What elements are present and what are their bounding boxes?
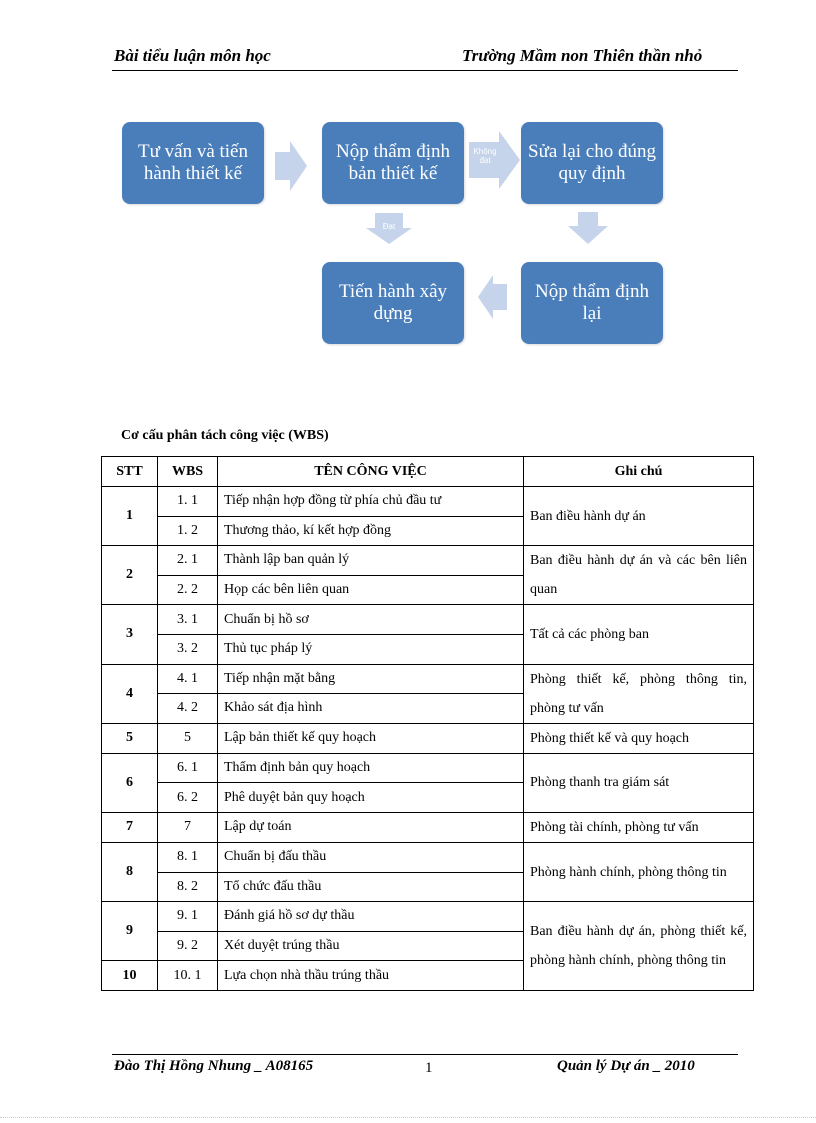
stt-cell: 2 [102,546,158,605]
task-cell: Lập bản thiết kế quy hoạch [218,723,524,753]
task-cell: Thủ tục pháp lý [218,634,524,664]
task-cell: Phê duyệt bản quy hoạch [218,783,524,813]
note-cell: Phòng thiết kế, phòng thông tin, phòng tư vấn [524,664,754,723]
wbs-table [101,456,754,991]
stt-cell: 4 [102,664,158,723]
wbs-code-cell: 1. 1 [158,487,218,517]
task-cell: Họp các bên liên quan [218,575,524,605]
table-row [102,902,754,932]
flow-box-submit-appraisal: Nộp thẩm định bản thiết kế [322,122,464,204]
task-cell: Thẩm định bản quy hoạch [218,753,524,783]
arrow-label-pass: Đạt [382,222,396,231]
wbs-code-cell: 8. 1 [158,842,218,872]
task-cell: Tiếp nhận mặt bằng [218,664,524,694]
header-course-title: Bài tiểu luận môn học [114,46,271,65]
note-cell: Phòng thiết kế và quy hoạch [524,723,754,753]
footer-divider [112,1054,738,1055]
page-number: 1 [425,1060,433,1076]
task-cell: Tiếp nhận hợp đồng từ phía chủ đầu tư [218,487,524,517]
stt-cell: 3 [102,605,158,664]
header-wbs: WBS [158,457,218,487]
wbs-code-cell: 9. 2 [158,931,218,961]
table-row [102,723,754,753]
table-row [102,487,754,517]
arrow-right-1 [275,141,307,191]
footer-subject: Quản lý Dự án _ 2010 [557,1058,695,1074]
task-cell: Lựa chọn nhà thầu trúng thầu [218,961,524,991]
flow-box-resubmit: Nộp thẩm định lại [521,262,663,344]
wbs-code-cell: 10. 1 [158,961,218,991]
table-row [102,664,754,694]
wbs-code-cell: 1. 2 [158,516,218,546]
stt-cell: 10 [102,961,158,991]
task-cell: Thương thảo, kí kết hợp đồng [218,516,524,546]
note-cell: Ban điều hành dự án [524,487,754,546]
wbs-code-cell: 3. 2 [158,634,218,664]
table-header-row [102,457,754,487]
wbs-code-cell: 3. 1 [158,605,218,635]
wbs-code-cell: 4. 2 [158,694,218,724]
page-bottom-separator [0,1117,816,1118]
stt-cell: 8 [102,842,158,901]
table-row [102,605,754,635]
table-row [102,546,754,576]
header-task-name: TÊN CÔNG VIỆC [218,457,524,487]
task-cell: Khảo sát địa hình [218,694,524,724]
wbs-code-cell: 8. 2 [158,872,218,902]
flow-box-design: Tư vấn và tiến hành thiết kế [122,122,264,204]
note-cell: Phòng thanh tra giám sát [524,753,754,812]
table-row [102,842,754,872]
task-cell: Lập dự toán [218,812,524,842]
task-cell: Xét duyệt trúng thầu [218,931,524,961]
header-note: Ghi chú [524,457,754,487]
wbs-title: Cơ cấu phân tách công việc (WBS) [121,428,329,443]
table-row [102,753,754,783]
flow-box-revise: Sửa lại cho đúng quy định [521,122,663,204]
note-cell: Tất cả các phòng ban [524,605,754,664]
footer-author: Đào Thị Hồng Nhung _ A08165 [114,1058,314,1074]
note-cell: Ban điều hành dự án, phòng thiết kế, phòng hành chính, phòng thông tin [524,902,754,991]
note-cell: Ban điều hành dự án và các bên liên quan [524,546,754,605]
arrow-down-2 [568,212,608,244]
wbs-code-cell: 7 [158,812,218,842]
note-cell: Phòng tài chính, phòng tư vấn [524,812,754,842]
wbs-code-cell: 6. 1 [158,753,218,783]
table-row [102,812,754,842]
arrow-left-1 [478,275,507,319]
wbs-code-cell: 9. 1 [158,902,218,932]
wbs-code-cell: 4. 1 [158,664,218,694]
note-cell: Phòng hành chính, phòng thông tin [524,842,754,901]
arrow-label-not-pass: Không đạt [473,147,497,165]
stt-cell: 5 [102,723,158,753]
task-cell: Tổ chức đấu thầu [218,872,524,902]
task-cell: Chuẩn bị đấu thầu [218,842,524,872]
wbs-code-cell: 2. 1 [158,546,218,576]
wbs-code-cell: 2. 2 [158,575,218,605]
stt-cell: 6 [102,753,158,812]
stt-cell: 9 [102,902,158,961]
task-cell: Đánh giá hồ sơ dự thầu [218,902,524,932]
flow-box-construction: Tiến hành xây dựng [322,262,464,344]
wbs-code-cell: 5 [158,723,218,753]
header-stt: STT [102,457,158,487]
stt-cell: 1 [102,487,158,546]
task-cell: Thành lập ban quản lý [218,546,524,576]
task-cell: Chuẩn bị hồ sơ [218,605,524,635]
stt-cell: 7 [102,812,158,842]
wbs-code-cell: 6. 2 [158,783,218,813]
header-school-name: Trường Mầm non Thiên thần nhỏ [462,46,703,65]
